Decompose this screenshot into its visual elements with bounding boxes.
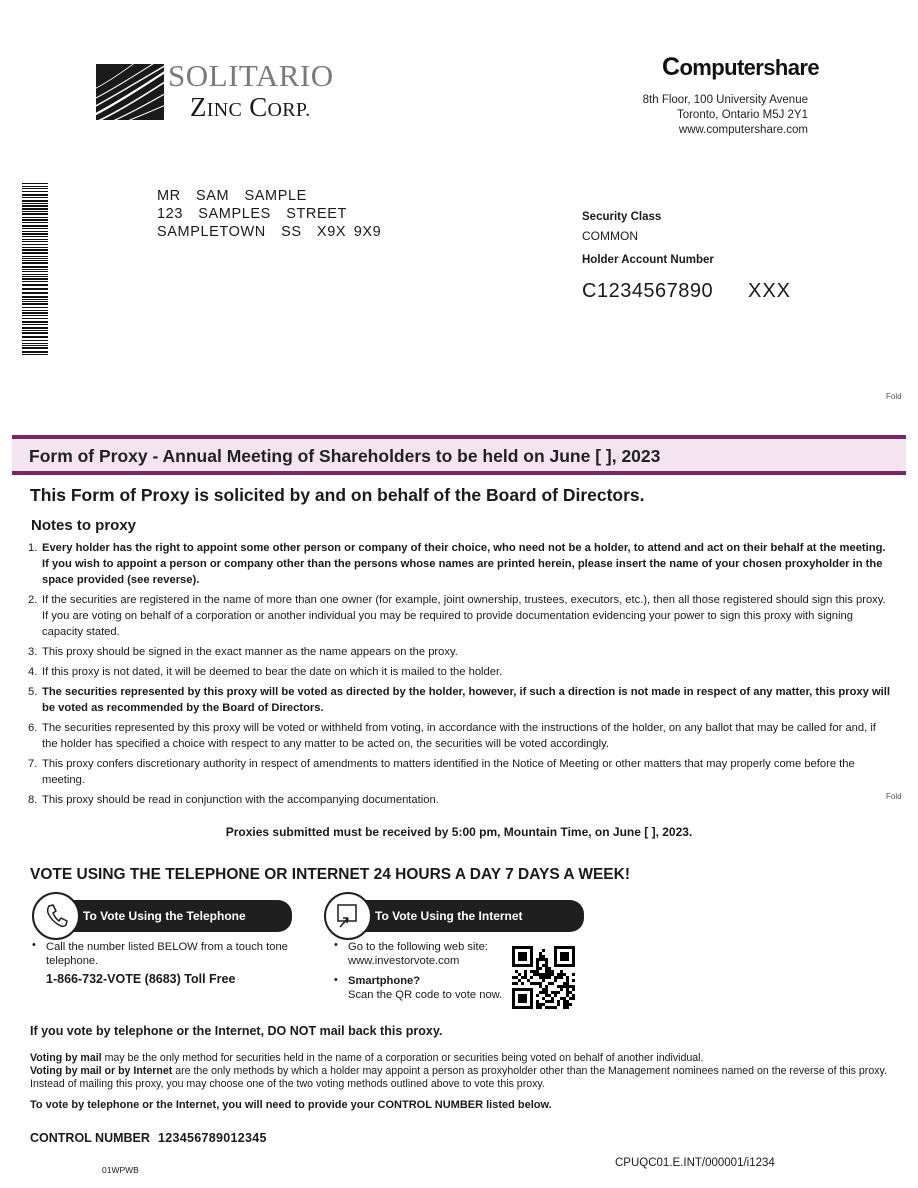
holder-name: MR SAM SAMPLE (157, 188, 307, 204)
barcode-bar (22, 312, 48, 314)
qr-module (536, 973, 539, 976)
qr-module (566, 985, 569, 988)
smartphone-instruction: Smartphone? Scan the QR code to vote now. (348, 975, 503, 1001)
qr-module (533, 973, 536, 976)
qr-module (569, 1003, 572, 1006)
qr-module (551, 973, 554, 976)
do-not-mail-warning: If you vote by telephone or the Internet, DO NOT mail back this proxy. (30, 1024, 443, 1038)
qr-module (518, 979, 521, 982)
qr-module (545, 958, 548, 961)
note-item: 7. This proxy confers discretionary authority in respect of amendments to matters identified in the Notice of Meeting or other matters that may properly come before the meeting. (28, 758, 855, 786)
account-number-label: Holder Account Number (582, 254, 714, 266)
barcode-bar (22, 258, 48, 259)
qr-module (554, 979, 557, 982)
note-item: 3. This proxy should be signed in the exact manner as the name appears on the proxy. (28, 646, 458, 658)
qr-module (560, 970, 563, 973)
barcode-bar (22, 211, 48, 212)
qr-module (539, 982, 542, 985)
qr-code[interactable] (512, 946, 575, 1009)
qr-module (563, 973, 566, 976)
qr-module (515, 970, 518, 973)
qr-module (527, 979, 530, 982)
barcode-bar (22, 284, 48, 286)
qr-module (572, 985, 575, 988)
qr-module (557, 1003, 560, 1006)
qr-module (551, 1006, 554, 1009)
barcode-bar (22, 332, 48, 334)
barcode-bar (22, 266, 48, 268)
barcode-bar (22, 281, 48, 282)
qr-module (569, 985, 572, 988)
barcode-bar (22, 197, 48, 198)
qr-module (572, 994, 575, 997)
control-number-value: 123456789012345 (158, 1131, 267, 1145)
control-number-note: To vote by telephone or the Internet, you will need to provide your CONTROL NUMBER listed below. (30, 1099, 552, 1111)
barcode-bar (22, 183, 48, 184)
qr-module (539, 973, 542, 976)
qr-module (569, 997, 572, 1000)
barcode-bar (22, 343, 48, 344)
qr-module (542, 1003, 545, 1006)
barcode-bar (22, 205, 48, 207)
qr-module (554, 976, 557, 979)
form-code-left: 01WPWB (102, 1165, 139, 1175)
qr-module (557, 976, 560, 979)
qr-module (560, 973, 563, 976)
qr-module (536, 958, 539, 961)
qr-module (539, 967, 542, 970)
qr-module (539, 1006, 542, 1009)
solicitation-statement: This Form of Proxy is solicited by and on behalf of the Board of Directors. (30, 485, 645, 505)
qr-module (542, 991, 545, 994)
barcode-bar (22, 191, 48, 192)
note-item: 4. If this proxy is not dated, it will be deemed to bear the date on which it is mailed to the holder. (28, 666, 503, 678)
qr-module (542, 973, 545, 976)
barcode-bar (22, 299, 48, 300)
barcode-bar (22, 194, 48, 196)
qr-module (518, 994, 527, 1003)
barcode-bar (22, 301, 48, 302)
qr-module (539, 985, 542, 988)
qr-module (545, 1000, 548, 1003)
qr-module (524, 976, 527, 979)
qr-module (539, 952, 542, 955)
barcode-bar (22, 327, 48, 329)
qr-module (515, 976, 518, 979)
qr-module (545, 976, 548, 979)
barcode-bar (22, 318, 48, 319)
qr-module (515, 982, 518, 985)
barcode-bar (22, 213, 48, 215)
qr-module (548, 976, 551, 979)
qr-module (539, 955, 542, 958)
qr-module (563, 985, 566, 988)
qr-module (551, 1000, 554, 1003)
qr-module (521, 976, 524, 979)
barcode-bar (22, 186, 48, 187)
qr-module (512, 976, 515, 979)
internet-instruction: Go to the following web site: www.investorvote.com (348, 941, 488, 967)
holder-street: 123 SAMPLES STREET (157, 206, 348, 222)
account-number-suffix: XXX (748, 280, 792, 302)
agent-address (643, 93, 808, 138)
qr-module (566, 1003, 569, 1006)
holder-city: SAMPLETOWN SS X9X 9X9 (157, 224, 382, 240)
barcode-bar (22, 244, 48, 245)
qr-module (563, 997, 566, 1000)
barcode-bar (22, 260, 48, 261)
qr-module (512, 982, 515, 985)
qr-module (566, 988, 569, 991)
qr-module (545, 994, 548, 997)
barcode-bar (22, 262, 48, 264)
barcode-bar (22, 228, 48, 229)
qr-module (572, 979, 575, 982)
qr-module (566, 1006, 569, 1009)
qr-module (545, 967, 548, 970)
qr-module (521, 982, 524, 985)
security-class-label: Security Class (582, 211, 662, 223)
qr-module (551, 991, 554, 994)
qr-module (530, 982, 533, 985)
qr-module (536, 970, 539, 973)
qr-module (563, 1003, 566, 1006)
barcode-bar (22, 310, 48, 311)
note-item: 8. This proxy should be read in conjunction with the accompanying documentation. (28, 794, 439, 806)
qr-module (566, 1000, 569, 1003)
solitario-logo-mark (96, 64, 164, 120)
telephone-instruction: Call the number listed BELOW from a touch tone telephone. (46, 941, 288, 967)
qr-module (566, 976, 569, 979)
form-code-right: CPUQC01.E.INT/000001/i1234 (615, 1157, 775, 1169)
computer-click-icon (324, 892, 372, 940)
qr-module (542, 979, 545, 982)
qr-module (572, 988, 575, 991)
barcode-bar (22, 200, 48, 202)
qr-module (542, 997, 545, 1000)
control-number-label: CONTROL NUMBER (30, 1131, 150, 1145)
barcode-bar (22, 276, 48, 277)
qr-module (548, 1006, 551, 1009)
barcode-bar (22, 296, 48, 298)
barcode-bar (22, 219, 48, 221)
qr-module (542, 964, 545, 967)
barcode-bar (22, 249, 48, 251)
qr-module (557, 991, 560, 994)
mail-instructions: Voting by mail may be the only method for securities held in the name of a corporation or securities being voted on behalf of another individual. Voting by mail or by Internet are the only methods by which a holder may appoint a person as proxyholder other than the Management nominees named on the reverse of this proxy. Instead of mailing this proxy, you may choose one of the two voting methods outlined above to vote this proxy. (30, 1052, 887, 1090)
agent-address-line: 8th Floor, 100 University Avenue (642, 94, 808, 106)
barcode-bar (22, 278, 48, 280)
qr-module (545, 985, 548, 988)
qr-module (557, 1000, 560, 1003)
qr-module (542, 976, 545, 979)
qr-module (572, 997, 575, 1000)
qr-module (524, 970, 527, 973)
barcode-bar (22, 324, 48, 325)
fold-mark: Fold (886, 792, 902, 801)
qr-module (536, 964, 539, 967)
barcode-bar (22, 274, 48, 275)
toll-free-number[interactable]: 1-866-732-VOTE (8683) Toll Free (46, 972, 236, 986)
qr-module (560, 952, 569, 961)
fold-mark: Fold (886, 392, 902, 401)
barcode-bar (22, 292, 48, 294)
qr-module (557, 973, 560, 976)
agent-website: www.computershare.com (678, 124, 808, 136)
qr-module (545, 988, 548, 991)
qr-module (554, 991, 557, 994)
qr-module (542, 988, 545, 991)
qr-module (542, 949, 545, 952)
form-title: Form of Proxy - Annual Meeting of Shareholders to be held on June [ ], 2023 (29, 446, 661, 466)
qr-module (560, 976, 563, 979)
qr-module (539, 991, 542, 994)
note-item: 5. The securities represented by this proxy will be voted as directed by the holder, however, if such a direction is not made in respect of any matter, this proxy will be voted as recommended by the Board of Directors. (28, 686, 891, 714)
qr-module (536, 982, 539, 985)
notes-list (28, 540, 890, 812)
phone-icon (32, 892, 80, 940)
qr-module (566, 994, 569, 997)
barcode-bar (22, 321, 48, 323)
barcode-bar (22, 208, 48, 210)
bullet-icon: • (334, 974, 338, 986)
qr-module (566, 991, 569, 994)
barcode-bar (22, 217, 48, 218)
qr-module (572, 973, 575, 976)
note-item: 1. Every holder has the right to appoint some other person or company of their choice, who need not be a holder, to attend and act on their behalf at the meeting. If you wish to appoint a person or company other than the persons whose names are printed herein, please insert the name of your chosen proxyholder in the space provided (see reverse). (28, 542, 886, 586)
barcode-bar (22, 188, 48, 189)
qr-module (542, 958, 545, 961)
vote-heading: VOTE USING THE TELEPHONE OR INTERNET 24 HOURS A DAY 7 DAYS A WEEK! (30, 866, 631, 883)
computershare-logo: Computershare (662, 53, 819, 81)
barcode-bar (22, 231, 48, 232)
barcode-bar (22, 354, 48, 355)
barcode-bar (22, 241, 48, 242)
barcode-bar (22, 315, 48, 316)
qr-module (551, 997, 554, 1000)
qr-module (554, 1006, 557, 1009)
qr-module (539, 976, 542, 979)
note-item: 2. If the securities are registered in the name of more than one owner (for example, joint ownership, trustees, executors, etc.), then all those registered should sign this proxy. If you are voting on behalf of a corporation or another individual you may be required to provide documentation evidencing your power to sign this proxy with signing capacity stated. (28, 594, 886, 638)
bullet-icon: • (334, 939, 338, 951)
qr-module (536, 994, 539, 997)
notes-heading: Notes to proxy (31, 517, 137, 534)
issuer-logo-line1: SOLITARIO (168, 58, 334, 93)
barcode-bar (22, 252, 48, 254)
qr-module (563, 1006, 566, 1009)
qr-module (548, 970, 551, 973)
qr-module (548, 967, 551, 970)
barcode-bar (22, 203, 48, 204)
security-class-value: COMMON (582, 229, 638, 243)
note-item: 6. The securities represented by this proxy will be voted or withheld from voting, in accordance with the instructions of the holder, on any ballot that may be called for and, if the holder has specified a choice with respect to any matter to be acted on, the securities will be voted accordingly. (28, 722, 876, 750)
qr-module (560, 988, 563, 991)
barcode-bar (22, 239, 48, 240)
qr-module (542, 955, 545, 958)
qr-module (530, 976, 533, 979)
qr-module (536, 967, 539, 970)
qr-module (551, 970, 554, 973)
internet-vote-pill (342, 900, 584, 932)
qr-module (563, 1000, 566, 1003)
qr-module (536, 961, 539, 964)
qr-module (518, 973, 521, 976)
qr-module (539, 1003, 542, 1006)
qr-module (560, 997, 563, 1000)
qr-module (524, 973, 527, 976)
qr-module (530, 970, 533, 973)
barcode-bar (22, 271, 48, 272)
qr-module (563, 982, 566, 985)
barcode-bar (22, 222, 48, 223)
internet-vote-title: To Vote Using the Internet (375, 909, 523, 923)
barcode-bar (22, 247, 48, 248)
qr-module (533, 970, 536, 973)
barcode-bar (22, 233, 48, 235)
qr-module (566, 979, 569, 982)
telephone-vote-pill (50, 900, 292, 932)
qr-module (536, 1006, 539, 1009)
barcode-bar (22, 351, 48, 353)
barcode-bar (22, 340, 48, 341)
holder-address (157, 187, 381, 241)
qr-module (545, 970, 548, 973)
barcode-bar (22, 269, 48, 270)
barcode-bar (22, 303, 48, 305)
deadline-notice: Proxies submitted must be received by 5:00 pm, Mountain Time, on June [ ], 2023. (225, 825, 693, 839)
bullet-icon: • (32, 939, 36, 951)
account-number-value: C1234567890 (582, 280, 714, 302)
qr-module (548, 1000, 551, 1003)
barcode-bar (22, 256, 48, 257)
qr-module (536, 1003, 539, 1006)
barcode-bar (22, 345, 48, 346)
qr-module (548, 994, 551, 997)
qr-module (545, 964, 548, 967)
qr-module (551, 982, 554, 985)
barcode-bar (22, 347, 48, 349)
barcode-bar (22, 225, 48, 227)
qr-module (545, 973, 548, 976)
qr-module (536, 1000, 539, 1003)
qr-module (548, 973, 551, 976)
qr-module (566, 982, 569, 985)
qr-module (569, 991, 572, 994)
issuer-logo-line2: ZINC CORP. (190, 92, 311, 122)
telephone-vote-title: To Vote Using the Telephone (83, 909, 246, 923)
qr-module (545, 961, 548, 964)
qr-module (533, 982, 536, 985)
barcode-bar (22, 307, 48, 308)
qr-module (560, 985, 563, 988)
agent-address-line: Toronto, Ontario M5J 2Y1 (676, 109, 808, 121)
qr-module (518, 952, 527, 961)
qr-module (545, 1006, 548, 1009)
postal-barcode (22, 183, 48, 355)
barcode-bar (22, 336, 48, 338)
qr-module (557, 985, 560, 988)
barcode-bar (22, 288, 48, 290)
qr-module (545, 991, 548, 994)
investorvote-link[interactable]: www.investorvote.com (348, 955, 460, 967)
barcode-bar (22, 330, 48, 331)
qr-module (548, 982, 551, 985)
qr-module (554, 994, 557, 997)
barcode-bar (22, 236, 48, 237)
qr-module (539, 958, 542, 961)
